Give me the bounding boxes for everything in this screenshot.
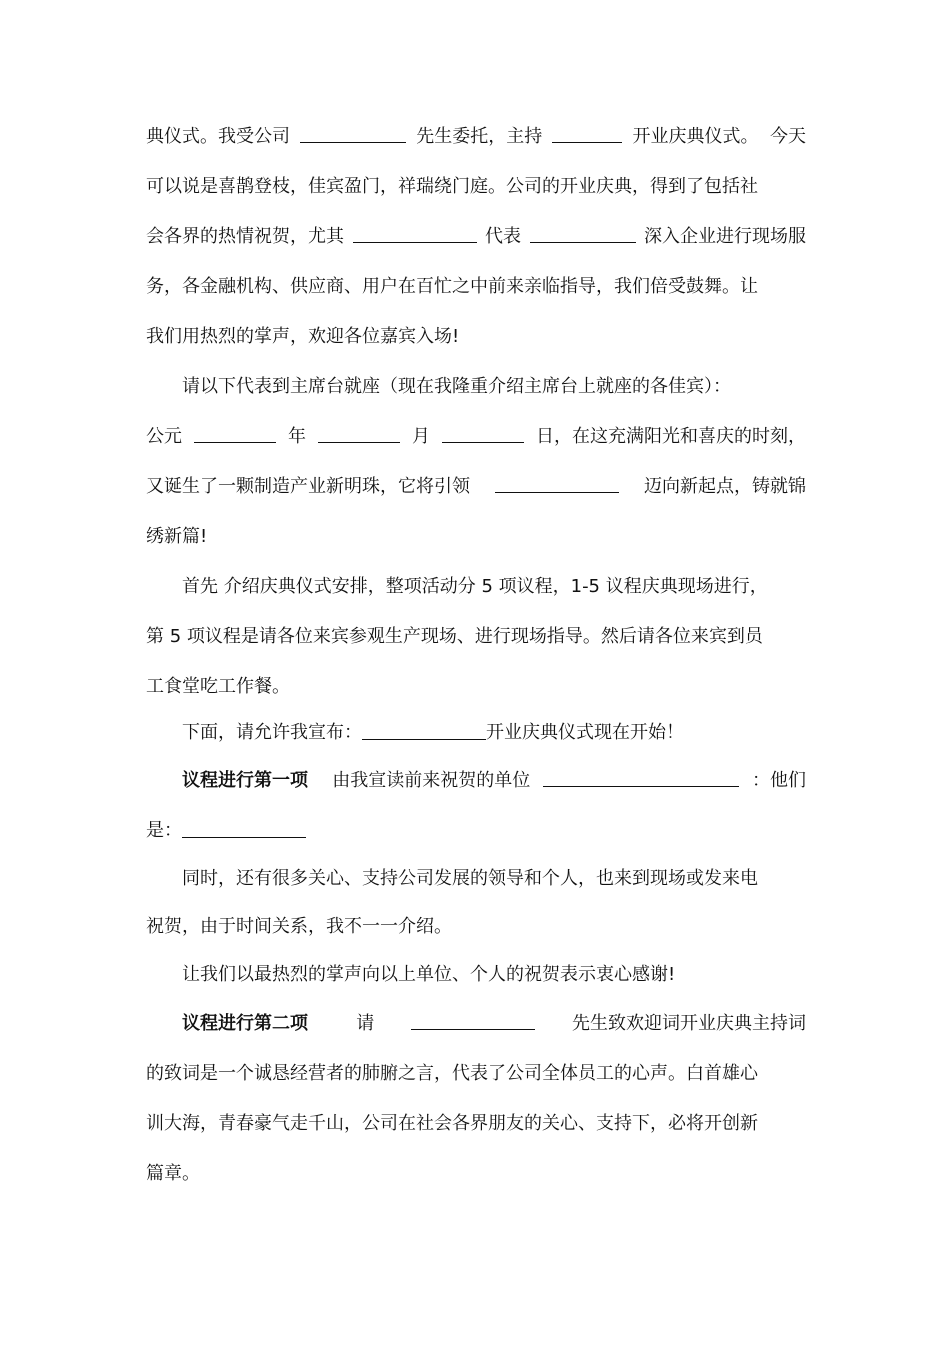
paragraph-line (146, 272, 806, 302)
paragraph-line (146, 622, 806, 652)
fill-in-blank (552, 122, 622, 143)
paragraph-line (146, 1059, 806, 1089)
paragraph-line (146, 816, 806, 846)
text-segment: 由我宣读前来祝贺的单位 (320, 770, 531, 791)
fill-in-blank (543, 766, 739, 787)
fill-in-blank (362, 719, 486, 740)
agenda-item-line (182, 1009, 806, 1039)
paragraph-line (146, 222, 806, 252)
paragraph-line (182, 864, 806, 894)
paragraph-line (182, 372, 806, 402)
text-segment: 首先 介绍庆典仪式安排，整项活动分 5 项议程，1-5 议程庆典现场进行， (182, 576, 768, 597)
text-segment: 迈向新起点，铸就锦 (644, 476, 806, 497)
paragraph-line (182, 960, 806, 990)
text-segment: 先生委托，主持 (416, 126, 543, 147)
text-segment: 先生致欢迎词开业庆典主持词 (571, 1013, 806, 1034)
fill-in-blank (442, 422, 524, 443)
fill-in-blank (353, 222, 477, 243)
text-segment: 工食堂吃工作餐。 (146, 676, 290, 697)
text-segment: 是： (146, 820, 182, 841)
paragraph-line (182, 572, 806, 602)
text-segment: 公元 (146, 426, 182, 447)
text-segment: 典仪式。我受公司 (146, 126, 290, 147)
text-segment: 我们用热烈的掌声，欢迎各位嘉宾入场! (146, 326, 460, 347)
text-segment: 篇章。 (146, 1163, 200, 1184)
paragraph-line (146, 522, 806, 552)
text-segment: 开业庆典仪式。 今天 (632, 126, 806, 147)
paragraph-line (146, 1109, 806, 1139)
text-segment: 下面，请允许我宣布： (182, 722, 362, 743)
text-segment: 代表 (485, 226, 521, 247)
agenda-heading: 议程进行第二项 (182, 1013, 308, 1034)
fill-in-blank (182, 817, 306, 838)
text-segment: 会各界的热情祝贺，尤其 (146, 226, 344, 247)
text-segment: 祝贺，由于时间关系，我不一一介绍。 (146, 916, 452, 937)
paragraph-line (146, 422, 806, 452)
text-segment: 日，在这充满阳光和喜庆的时刻， (536, 426, 806, 447)
paragraph-line (146, 322, 806, 352)
text-segment: 同时，还有很多关心、支持公司发展的领导和个人，也来到现场或发来电 (182, 868, 758, 889)
text-segment: 可以说是喜鹊登枝，佳宾盈门，祥瑞绕门庭。公司的开业庆典，得到了包括社 (146, 176, 758, 197)
text-segment: 的致词是一个诚恳经营者的肺腑之言，代表了公司全体员工的心声。白首雄心 (146, 1063, 758, 1084)
fill-in-blank (194, 422, 276, 443)
paragraph-line (146, 172, 806, 202)
fill-in-blank (300, 122, 406, 143)
text-segment: 务，各金融机构、供应商、用户在百忙之中前来亲临指导，我们倍受鼓舞。让 (146, 276, 758, 297)
fill-in-blank (411, 1009, 535, 1030)
fill-in-blank (530, 222, 636, 243)
text-segment: 又诞生了一颗制造产业新明珠，它将引领 (146, 476, 470, 497)
text-segment: 月 (412, 426, 430, 447)
text-segment: 年 (288, 426, 306, 447)
text-segment: 第 5 项议程是请各位来宾参观生产现场、进行现场指导。然后请各位来宾到员 (146, 626, 763, 647)
fill-in-blank (495, 472, 619, 493)
paragraph-line (146, 122, 806, 152)
fill-in-blank (318, 422, 400, 443)
text-segment: 绣新篇! (146, 526, 208, 547)
paragraph-line (146, 1159, 806, 1189)
text-segment: 深入企业进行现场服 (644, 226, 806, 247)
text-segment: 请 (344, 1013, 375, 1034)
paragraph-line (146, 912, 806, 942)
agenda-item-line (182, 766, 806, 796)
paragraph-line (146, 672, 806, 702)
text-segment: 开业庆典仪式现在开始！ (486, 722, 684, 743)
text-segment: 训大海，青春豪气走千山，公司在社会各界朋友的关心、支持下，必将开创新 (146, 1113, 758, 1134)
text-segment: ：他们 (751, 770, 806, 791)
text-segment: 请以下代表到主席台就座（现在我隆重介绍主席台上就座的各佳宾）： (182, 376, 731, 397)
text-segment: 让我们以最热烈的掌声向以上单位、个人的祝贺表示衷心感谢! (182, 964, 676, 985)
paragraph-line (182, 718, 806, 748)
paragraph-line (146, 472, 806, 502)
agenda-heading: 议程进行第一项 (182, 770, 308, 791)
